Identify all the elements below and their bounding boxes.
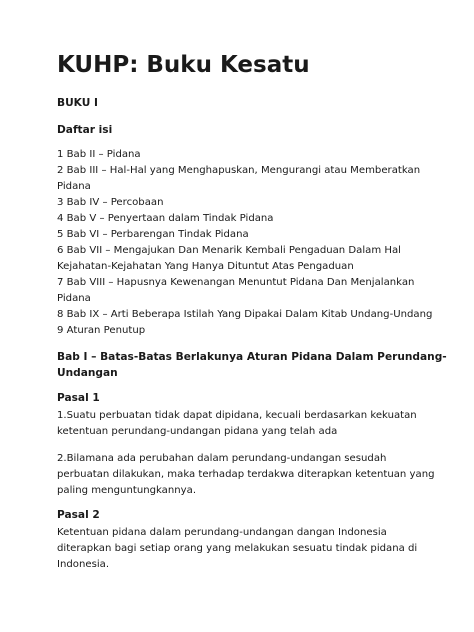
- toc-line: Kejahatan-Kejahatan Yang Hanya Dituntut Atas Pengaduan: [57, 261, 354, 272]
- paragraph-line: ketentuan perundang-undangan pidana yang telah ada: [57, 426, 338, 437]
- toc-line: 8 Bab IX – Arti Beberapa Istilah Yang Dipakai Dalam Kitab Undang-Undang: [57, 309, 433, 320]
- toc-line: 6 Bab VII – Mengajukan Dan Menarik Kembali Pengaduan Dalam Hal: [57, 245, 401, 256]
- toc-line: 5 Bab VI – Perbarengan Tindak Pidana: [57, 229, 249, 240]
- paragraph-line: 2.Bilamana ada perubahan dalam perundang-undangan sesudah: [57, 453, 387, 464]
- paragraph-line: perbuatan dilakukan, maka terhadap terdakwa diterapkan ketentuan yang: [57, 469, 435, 480]
- toc-line: 9 Aturan Penutup: [57, 325, 146, 336]
- toc-line: 3 Bab IV – Percobaan: [57, 197, 164, 208]
- pasal-heading: Pasal 1: [57, 392, 100, 404]
- toc-line: 7 Bab VIII – Hapusnya Kewenangan Menuntut Pidana Dan Menjalankan: [57, 277, 415, 288]
- chapter-heading: Undangan: [57, 367, 118, 379]
- pasal-heading: Pasal 2: [57, 509, 100, 521]
- toc-line: 1 Bab II – Pidana: [57, 149, 141, 160]
- page-title: KUHP: Buku Kesatu: [57, 52, 310, 78]
- paragraph-line: 1.Suatu perbuatan tidak dapat dipidana, kecuali berdasarkan kekuatan: [57, 410, 417, 421]
- toc-line: Pidana: [57, 181, 91, 192]
- book-heading: BUKU I: [57, 97, 98, 109]
- paragraph-line: paling menguntungkannya.: [57, 485, 197, 496]
- paragraph-line: Indonesia.: [57, 559, 110, 570]
- paragraph-line: diterapkan bagi setiap orang yang melakukan sesuatu tindak pidana di: [57, 543, 418, 554]
- toc-heading: Daftar isi: [57, 124, 113, 136]
- toc-line: Pidana: [57, 293, 91, 304]
- paragraph-line: Ketentuan pidana dalam perundang-undangan dangan Indonesia: [57, 527, 387, 538]
- toc-line: 4 Bab V – Penyertaan dalam Tindak Pidana: [57, 213, 274, 224]
- toc-line: 2 Bab III – Hal-Hal yang Menghapuskan, Mengurangi atau Memberatkan: [57, 165, 421, 176]
- chapter-heading: Bab I – Batas-Batas Berlakunya Aturan Pidana Dalam Perundang-: [57, 351, 447, 363]
